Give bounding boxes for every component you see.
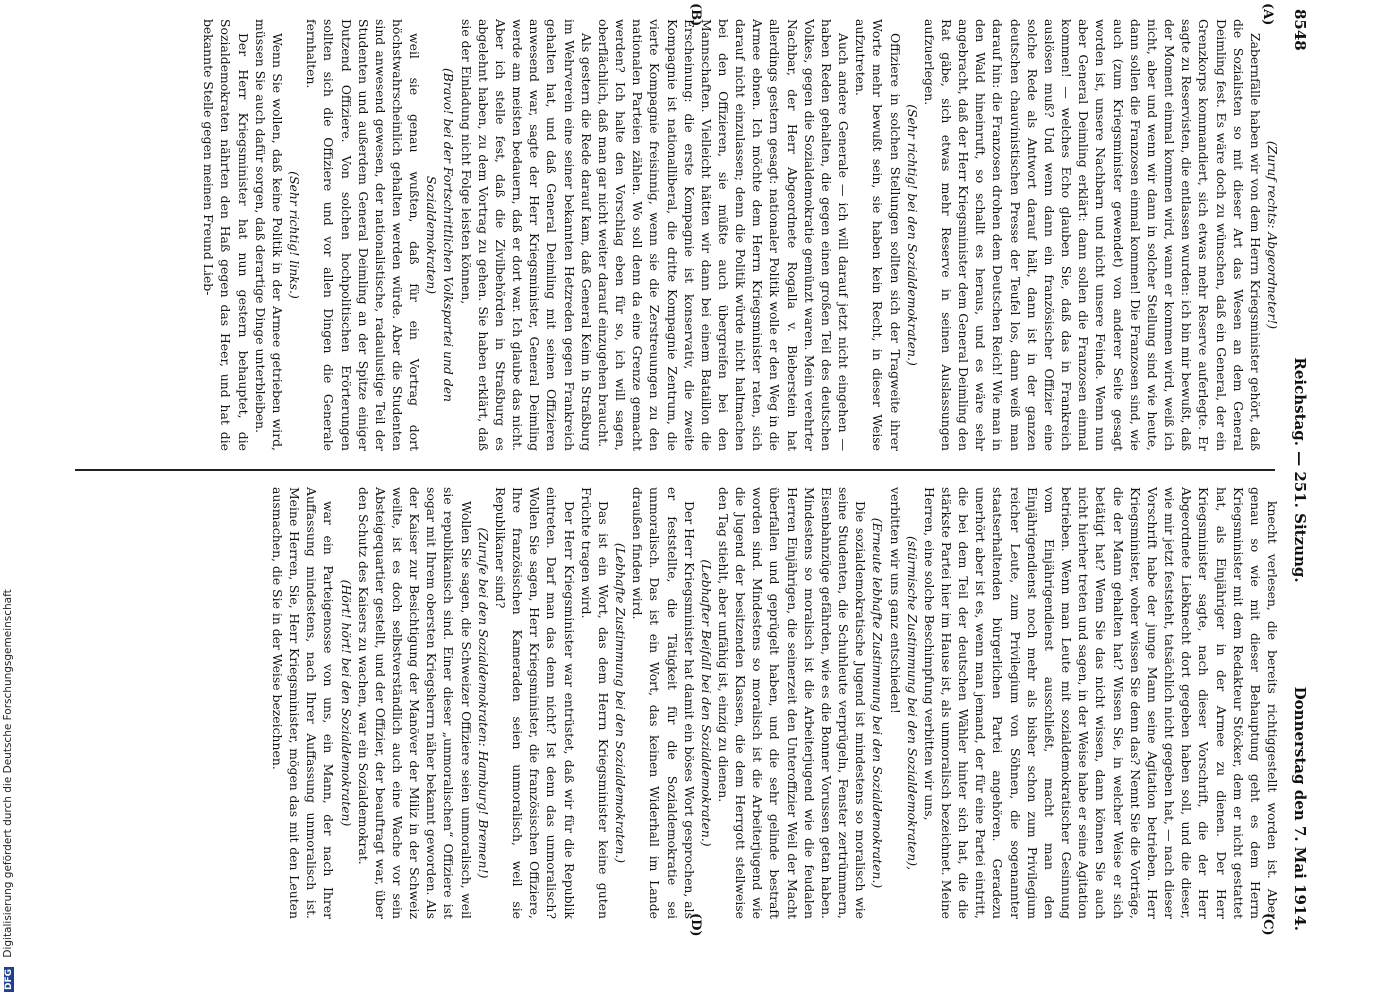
interjection: (Zurufe bei den Sozialdemokraten: Hamburg! Bremen!) (475, 527, 491, 879)
paragraph: war ein Parteigenosse von uns, ein Mann, der nach Ihrer Auffassung mindestens, nach Ihrer Auffassung unmoralisch ist. Meine Herren, Sie, Herr Kriegsminister, mögen das mit den Leuten ausmachen, die Sie in der Weise bezeichnen. (269, 487, 337, 919)
column-divider (75, 469, 1275, 471)
scanned-page-frame (65, 5, 1315, 935)
paragraph: Die sozialdemokratische Jugend ist mindestens so moralisch wie seine Studenten, die Schuhleute verprügeln, Fenster zertrümmern, Eisenbahnzüge gefährden, wie es die Bonner Vorussen getan haben. Mindestens so moralisch ist die Arbeiterjugend wie die feudalen Herren Einjährigen, die seinerzeit den Unteroffizier Weil der Macht überfallen und geprügelt haben, und die sehr gelinde bestraft worden sind. Mindestens so moralisch ist die Arbeiterjugend wie die Jugend der besitzenden Klassen, die dem Herrgott stellweise den Tag stiehlt, aber unfähig ist, einzig zu dienen. (716, 487, 869, 919)
paragraph: weil sie genau wußten, daß für ein Vortrag dort höchstwahrscheinlich gehalten werden würde. Aber die Studenten sind anwesend gewesen, der nationalistische, radaulustige Teil der Studenten und außerdem General Deimling an der Spitze einiger Dutzend Offiziere. Von solchen hochpolitischen Erörterungen sollten sich die Offiziere und vor allen Dingen die Generale fernhalten. (304, 19, 423, 451)
page-number: 8548 (1291, 9, 1309, 51)
session-date: Donnerstag den 7. Mai 1914. (1291, 686, 1309, 931)
margin-letter-c: (C) (1260, 913, 1275, 936)
interjection: (Zuruf rechts: Abgeordneter!) (1265, 140, 1280, 330)
interjection: (Bravo! bei der Fortschrittlichen Volkspartei und den Sozialdemokraten) (424, 67, 457, 403)
paragraph: knecht verlesen, die bereits richtiggestellt worden ist. Aber genau so wie mit dieser Behauptung geht es dem Herrn Kriegsminister mit dem Redakteur Stöcker, dem er nicht gestattet hat, als Einjähriger in der Armee zu dienen. Der Herr Kriegsminister sagte, nach dieser Vorschrift, die der Herr Abgeordnete Liebknecht dort gegeben haben soll, und die dieser, wie mir jetzt feststeht, tatsächlich nicht gegeben hat, — nach dieser Vorschrift habe der junge Mann seine Agitation betrieben. Herr Kriegsminister, woher wissen Sie denn das? Nennt Sie die Vorträge, die der Mann gehalten hat? Wissen Sie, in welcher Weise er sich betätigt hat? Wenn Sie das nicht wissen, dann können Sie auch nicht hierher treten und sagen, in der Weise habe er seine Agitation betrieben. Wenn man Leute mit sozialdemokratischer Gesinnung vom Einjährigendienst ausschließt, macht man den Einjährigendienst noch mehr als bisher schon zum Privilegium reicher Leute, zum Privilegium von Söhnen, die sogenannter staatserhaltenden bürgerlichen Partei angehören. Geradezu unerhört aber ist es, wenn man jemand, der für eine Partei eintritt, die bei dem Teil der deutschen Wähler hinter sich hat, die die stärkste Partei hier im Hause ist, als unmoralisch bezeichnet. Meine Herren, eine solche Beschimpfung verbitten wir uns, (921, 487, 1280, 919)
left-text-column (71, 19, 1281, 451)
paragraph: Auch andere Generale — ich will darauf jetzt nicht eingehen — haben Reden gehalten, die gegen einen großen Teil des deutschen Volkes, gegen die Sozialdemokratie gemünzt waren. Mein verehrter Nachbar, der Herr Abgeordnete Rogalla v. Bieberstein hat allerdings gestern gesagt: nationaler Politik wolle er den Weg in die Armee ebnen. Ich möchte dem Herrn Kriegsminister raten, sich darauf nicht einzulassen; denn die Politik würde nicht haltmachen bei den Offizieren, sie müßte auch übergreifen bei den Mannschaften. Vielleicht hätten wir dann bei einem Bataillon die Erscheinung: die erste Kompagnie ist konservativ, die zweite Kompagnie ist nationalliberal, die dritte Kompagnie Zentrum, die vierte Kompagnie freisinnig, wenn sie die Zerstreuungen zu den nationalen Parteien zählen. Wo soll denn da eine Grenze gemacht werden? Ich halte den Vorschlag eben für so, ich will sagen, oberflächlich, daß man gar nicht weiter darauf einzugehen braucht. (595, 19, 852, 451)
margin-letter-d: (D) (688, 913, 703, 937)
interjection: (Erneute lebhafte Zustimmung bei den Sozialdemokraten.) (870, 517, 886, 889)
paragraph: Das ist ein Wort, das dem Herrn Kriegsminister keine guten Früchte tragen wird. (578, 487, 611, 919)
interjection: (stürmische Zustimmung bei den Sozialdemokraten), (904, 535, 920, 871)
interjection: (Hört! hört! bei den Sozialdemokraten) (338, 579, 354, 827)
margin-letter-a: (A) (1260, 3, 1275, 26)
credit-text: Digitalisierung gefördert durch die Deutsche Forschungsgemeinschaft (2, 589, 14, 958)
interjection: (Sehr richtig! bei den Sozialdemokraten.) (904, 104, 920, 366)
session-title: Reichstag. — 251. Sitzung. (1291, 357, 1309, 583)
digitization-credit (2, 0, 16, 992)
dfg-logo: DFG (4, 968, 14, 990)
paragraph: Offiziere in solchen Stellungen sollten sich der Tragweite ihrer Worte mehr bewußt sein, sie haben kein Recht, in dieser Weise aufzutreten. (853, 19, 903, 451)
paragraph: Der Herr Kriegsminister war entrüstet, daß wir für die Republik eintreten. Darf man das denn nicht? Ist denn das unmoralisch? Wollen Sie sagen, Herr Kriegsminister, die französischen Offiziere, Ihre französischen Kameraden seien unmoralisch, weil sie Republikaner sind? (492, 487, 577, 919)
paragraph: Als gestern die Rede darauf kam, daß General Keim in Straßburg im Wehrverein eine seiner bekannten Hetzreden gegen Frankreich gehalten hat, und daß General Deimling mit seinen Offizieren anwesend war, sagte der Herr Kriegsminister, General Deimling werde am meisten bedauern, daß er dort war. Ich glaube das nicht. Aber ich stelle fest, daß die Zivilbehörden in Straßburg es abgelehnt haben, zu dem Vortrag zu gehen. Sie haben erklärt, daß sie der Einladung nicht Folge leisten können, (458, 19, 594, 451)
paragraph: Wollen Sie sagen, die Schweizer Offiziere seien unmoralisch, weil sie republikanisch sind. Einer dieser „unmoralischen“ Offiziere ist sogar mit Ihrem obersten Kriegsherrn näher bekannt geworden. Als der Kaiser zur Besichtigung der Manöver der Miliz in der Schweiz weilte, ist es doch selbstverständlich auch eine Wache vor sein Absteigequartier gestellt, und der Offizier, der beauftragt war, über den Schutz des Kaisers zu wachen, war ein Sozialdemokrat. (355, 487, 474, 919)
paragraph: Wenn Sie wollen, daß keine Politik in der Armee getrieben wird, müssen Sie auch dafür sorgen, daß derartige Dinge unterbleiben. (252, 19, 285, 451)
interjection: (Lebhafter Beifall bei den Sozialdemokraten.) (698, 559, 714, 847)
paragraph: Der Herr Kriegsminister hat nun gestern behauptet, die Sozialdemokraten nährten den Haß gegen das Heer, und hat die bekannte Stelle gegen meinen Freund Lieb- (201, 19, 251, 451)
page-header (1285, 5, 1315, 935)
right-text-column (71, 487, 1281, 919)
paragraph: Zabernfälle haben wir von dem Herrn Kriegsminister gehört, daß die Sozialisten so mit dieser Art das Wesen an dem General Deimling fest. Es wäre doch zu wünschen, daß ein General, der ein Grenzkorps kommandiert, sich etwas mehr Reserve auferlegte. Er sagte zu Reservisten, die entlassen wurden: ich bin mir bewußt, daß der Moment einmal kommen wird, wann er kommen wird, weiß ich nicht, aber und wenn wir dann in solcher Stellung sind wie heute, dann sollen die Franzosen einmal kommen! Die Franzosen sind, wie auch (zum Kriegsminister gewendet) von anderer Seite gesagt worden ist, unsere Nachbarn und nicht unsere Feinde. Wenn nun aber General Deimling erklärt: dann sollen die Franzosen einmal kommen! — welches Echo glauben Sie, daß das in Frankreich auslösen muß? Und wenn dann ein französischer Offizier eine solche Rede als Antwort darauf hält, dann ist in der ganzen deutschen chauvinistischen Presse der Teufel los, dann weiß man darauf hin: die Franzosen drohen dem Deutschen Reich! Wie man in den Wald hineinruft, so schallt es heraus, und es wäre sehr angebracht, daß der Herr Kriegsminister dem General Deimling den Rat gäbe, sich etwas mehr Reserve in seinen Auslassungen aufzuerlegen. (921, 19, 1263, 451)
paragraph: Der Herr Kriegsminister hat damit ein böses Wort gesprochen, als er feststellte, die Tätigkeit für die Sozialdemokratie sei unmoralisch. Das ist ein Wort, das keinen Widerhall im Lande draußen finden wird. (630, 487, 697, 919)
paragraph: verbitten wir uns ganz entschieden! (887, 487, 903, 714)
margin-letter-b: (B) (688, 3, 703, 27)
interjection: (Lebhafte Zustimmung bei den Sozialdemokraten.) (613, 542, 629, 864)
interjection: (Sehr richtig! links.) (287, 171, 303, 299)
